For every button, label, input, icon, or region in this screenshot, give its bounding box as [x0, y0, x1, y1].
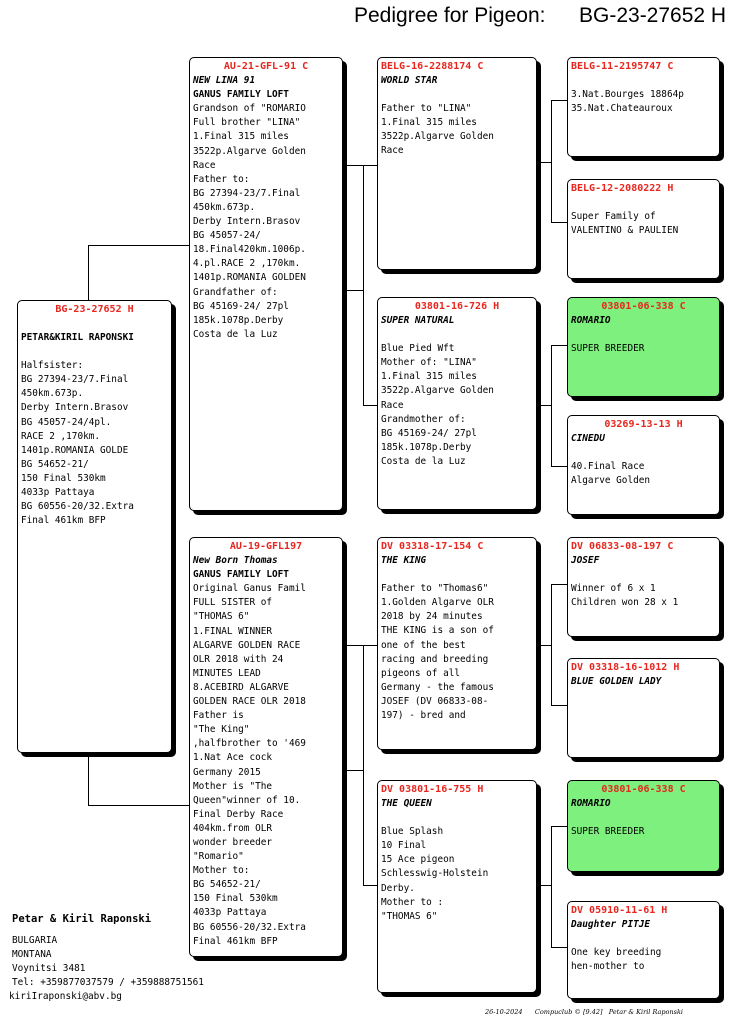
ancestor-card[interactable]: [567, 537, 720, 637]
ring-number: 03801-06-338 C: [601, 784, 686, 795]
connector-line: [551, 584, 568, 585]
connector-line: [537, 885, 551, 886]
connector-line: [363, 405, 378, 406]
ring-number: BELG-16-2288174 C: [381, 61, 484, 72]
owner-email: kiriIraponski@abv.bg: [9, 991, 122, 1003]
footer-owner: Petar & Kiril Raponski: [608, 1008, 683, 1016]
connector-line: [551, 466, 568, 467]
title-label: Pedigree for Pigeon:: [354, 4, 546, 27]
title-ring: BG-23-27652 H: [579, 4, 727, 27]
ring-number: DV 06833-08-197 C: [571, 541, 674, 552]
ring-number: BELG-11-2195747 C: [571, 61, 674, 72]
connector-line: [551, 345, 552, 466]
father-card[interactable]: [189, 57, 343, 511]
pigeon-name: ROMARIO: [571, 798, 611, 810]
notes: Father to "Thomas6" 1.Golden Algarve OLR 2018 by 24 minutes THE KING is a son of one of the best racing and breeding pigeons of all Germany - the famous JOSEF (DV 06833-08- 197) - bred and: [381, 583, 494, 722]
connector-line: [88, 752, 89, 805]
pigeon-name: THE KING: [381, 555, 427, 567]
ring-number: DV 03318-16-1012 H: [571, 662, 680, 673]
pigeon-name: SUPER NATURAL: [381, 315, 455, 327]
pigeon-name: JOSEF: [571, 555, 600, 567]
notes: Original Ganus Famil FULL SISTER of "THOMAS 6" 1.FINAL WINNER ALGARVE GOLDEN RACE OLR 2018 with 24 MINUTES LEAD 8.ACEBIRD ALGARVE GOLDEN RACE OLR 2018 Father is "The King" ,halfbrother to '469 1.Nat Ace cock Germany 2015 Mother is "The Queen"winner of 10. Final Derby Race 404km.from OLR wonder breeder "Romario" Mother to: BG 54652-21/ 150 Final 530km 4033p Pattaya BG 60556-20/32.Extra Final 461km BFP: [193, 583, 306, 947]
connector-line: [551, 947, 568, 948]
connector-line: [363, 885, 378, 886]
connector-line: [551, 826, 552, 947]
notes: Halfsister: BG 27394-23/7.Final 450km.673p. Derby Intern.Brasov BG 45057-24/4pl. RACE 2 ,170km. 1401p.ROMANIA GOLDE BG 54652-21/ 150 Final 530km 4033p Pattaya BG 60556-20/32.Extra Final 461km BFP: [21, 360, 134, 527]
pigeon-name: WORLD STAR: [381, 75, 438, 87]
grandsire-maternal-card[interactable]: [377, 537, 537, 750]
granddam-maternal-card[interactable]: [377, 780, 537, 993]
ancestor-card-highlighted[interactable]: [567, 297, 720, 397]
notes: Winner of 6 x 1 Children won 28 x 1: [571, 583, 679, 609]
pigeon-name: CINEDU: [571, 433, 605, 445]
ring-number: AU-19-GFL197: [229, 541, 303, 552]
connector-line: [551, 705, 568, 706]
notes: 40.Final Race Algarve Golden: [571, 461, 651, 487]
ring-number: 03269-13-13 H: [604, 419, 683, 430]
page-title: [354, 4, 726, 28]
ring-number: 03801-16-726 H: [414, 301, 500, 312]
ring-number: BELG-12-2080222 H: [571, 183, 674, 194]
notes: Super Family of VALENTINO & PAULIEN: [571, 211, 679, 237]
connector-line: [537, 645, 551, 646]
owner-name: Petar & Kiril Raponski: [12, 913, 152, 925]
footer: [485, 1008, 683, 1016]
ancestor-card[interactable]: [567, 658, 720, 758]
connector-line: [88, 245, 89, 301]
connector-line: [551, 584, 552, 705]
subject-card[interactable]: [17, 300, 172, 753]
notes: SUPER BREEDER: [571, 826, 645, 838]
footer-date: 26-10-2024: [485, 1008, 523, 1016]
pigeon-name: THE QUEEN: [381, 798, 432, 810]
notes: Blue Pied Wft Mother of: "LINA" 1.Final 315 miles 3522p.Algarve Golden Race Grandmother of: BG 45169-24/ 27pl 185k.1078p.Derby Costa de la Luz: [381, 343, 494, 467]
connector-line: [88, 805, 189, 806]
mother-card[interactable]: [189, 537, 343, 957]
connector-line: [363, 165, 364, 405]
pigeon-name: BLUE GOLDEN LADY: [571, 676, 662, 688]
ancestor-card-highlighted[interactable]: [567, 780, 720, 872]
owner-country: BULGARIA: [12, 935, 58, 947]
pigeon-name: Daughter PITJE: [571, 919, 651, 931]
connector-line: [343, 770, 363, 771]
notes: Grandson of "ROMARIO Full brother "LINA" 1.Final 315 miles 3522p.Algarve Golden Race Father to: BG 27394-23/7.Final 450km.673p. Derby Intern.Brasov BG 45057-24/ 18.Final420km.1006p. 4.pl.RACE 2 ,170km. 1401p.ROMANIA GOLDEN Grandfather of: BG 45169-24/ 27pl 185k.1078p.Derby Costa de la Luz: [193, 103, 306, 340]
connector-line: [88, 245, 189, 246]
ring-number: 03801-06-338 C: [601, 301, 686, 312]
connector-line: [363, 645, 364, 885]
footer-software: Compuclub © [9.42]: [534, 1008, 603, 1016]
ring-number: DV 05910-11-61 H: [571, 905, 668, 916]
notes: 3.Nat.Bourges 18864p 35.Nat.Chateauroux: [571, 89, 684, 115]
notes: Father to "LINA" 1.Final 315 miles 3522p.Algarve Golden Race: [381, 103, 494, 157]
connector-line: [537, 162, 551, 163]
owner-label: PETAR&KIRIL RAPONSKI: [21, 332, 134, 344]
ring-number: AU-21-GFL-91 C: [223, 61, 309, 72]
notes: One key breeding hen-mother to: [571, 947, 662, 973]
owner-info: [9, 912, 204, 1005]
ancestor-card[interactable]: [567, 57, 720, 157]
connector-line: [551, 100, 552, 222]
ancestor-card[interactable]: [567, 415, 720, 515]
owner-phone: Tel: +359877037579 / +359888751561: [12, 977, 204, 989]
connector-line: [551, 345, 568, 346]
breeder-label: GANUS FAMILY LOFT: [193, 569, 289, 581]
connector-line: [343, 165, 378, 166]
connector-line: [551, 100, 568, 101]
ring-number: DV 03318-17-154 C: [381, 541, 484, 552]
pigeon-name: New Born Thomas: [193, 555, 278, 567]
owner-region: MONTANA: [12, 949, 52, 961]
connector-line: [343, 290, 363, 291]
ancestor-card[interactable]: [567, 179, 720, 279]
granddam-paternal-card[interactable]: [377, 297, 537, 510]
breeder-label: GANUS FAMILY LOFT: [193, 89, 289, 101]
notes: Blue Splash 10 Final 15 Ace pigeon Schlesswig-Holstein Derby. Mother to : "THOMAS 6": [381, 826, 489, 922]
pigeon-name: NEW LINA 91: [193, 75, 256, 87]
ancestor-card[interactable]: [567, 901, 720, 999]
ring-number: BG-23-27652 H: [55, 304, 134, 315]
grandsire-paternal-card[interactable]: [377, 57, 537, 270]
connector-line: [551, 222, 568, 223]
connector-line: [343, 645, 378, 646]
connector-line: [551, 826, 568, 827]
connector-line: [537, 405, 551, 406]
owner-address: Voynitsi 3481: [12, 963, 86, 975]
notes: SUPER BREEDER: [571, 343, 645, 355]
pigeon-name: ROMARIO: [571, 315, 611, 327]
ring-number: DV 03801-16-755 H: [381, 784, 484, 795]
